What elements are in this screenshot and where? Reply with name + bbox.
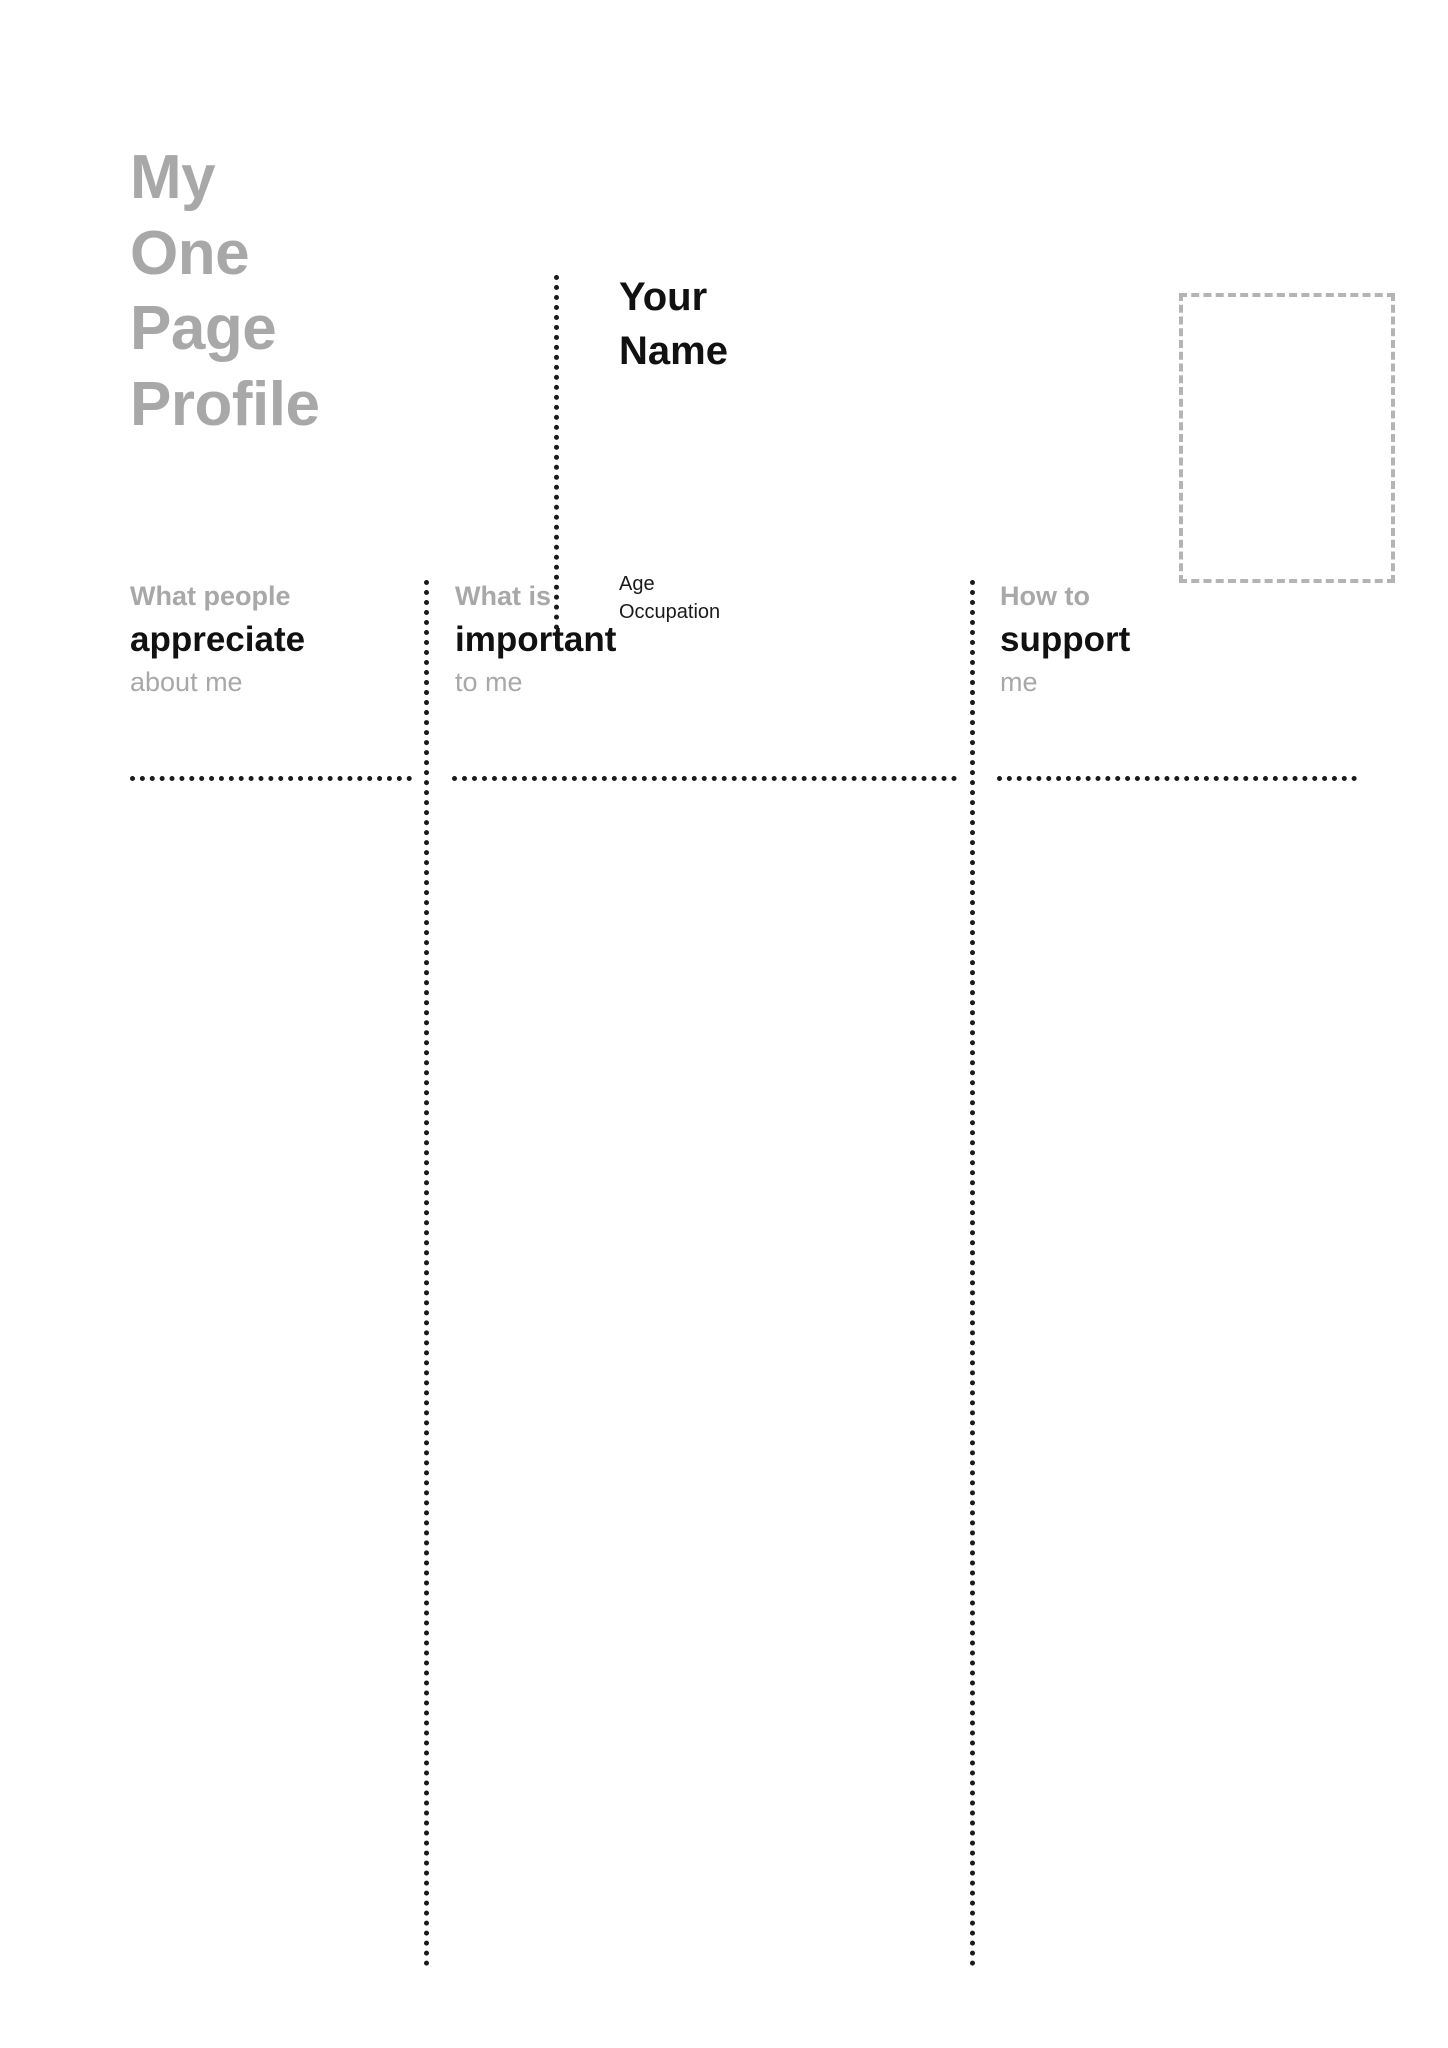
profile-columns [0, 580, 1448, 1980]
column-1-small-heading: What people [130, 581, 291, 611]
column-3-small-heading: How to [1000, 581, 1090, 611]
name-line-2: Name [619, 329, 728, 373]
column-1-write-area[interactable] [130, 795, 412, 1970]
page-title-line-4: Profile [130, 369, 320, 439]
column-2-small-heading: What is [455, 581, 552, 611]
column-2-big-heading: important [455, 619, 617, 659]
column-3-underline [997, 776, 1357, 781]
column-2-sub-heading: to me [455, 666, 523, 697]
age-field-label: Age [619, 573, 655, 595]
column-divider-left [424, 580, 429, 1967]
column-3-write-area[interactable] [997, 795, 1357, 1970]
page-title-line-3: Page [130, 294, 277, 364]
photo-placeholder-box[interactable] [1179, 293, 1395, 583]
name-line-1: Your [619, 275, 708, 319]
page-title [130, 140, 400, 443]
column-2-write-area[interactable] [452, 795, 957, 1970]
column-2-underline [452, 776, 957, 781]
column-heading-appreciate [130, 580, 415, 699]
column-3-sub-heading: me [1000, 666, 1038, 697]
occupation-field-label: Occupation [619, 601, 721, 624]
name-field[interactable] [619, 270, 949, 378]
page-title-line-2: One [130, 218, 250, 288]
column-heading-important [455, 580, 960, 699]
column-1-sub-heading: about me [130, 666, 243, 697]
column-1-underline [130, 776, 412, 781]
header-vertical-divider [554, 275, 559, 630]
column-divider-right [970, 580, 975, 1967]
column-1-big-heading: appreciate [130, 619, 306, 659]
column-3-big-heading: support [1000, 619, 1131, 659]
page-title-line-1: My [130, 143, 216, 212]
column-heading-support [1000, 580, 1360, 699]
